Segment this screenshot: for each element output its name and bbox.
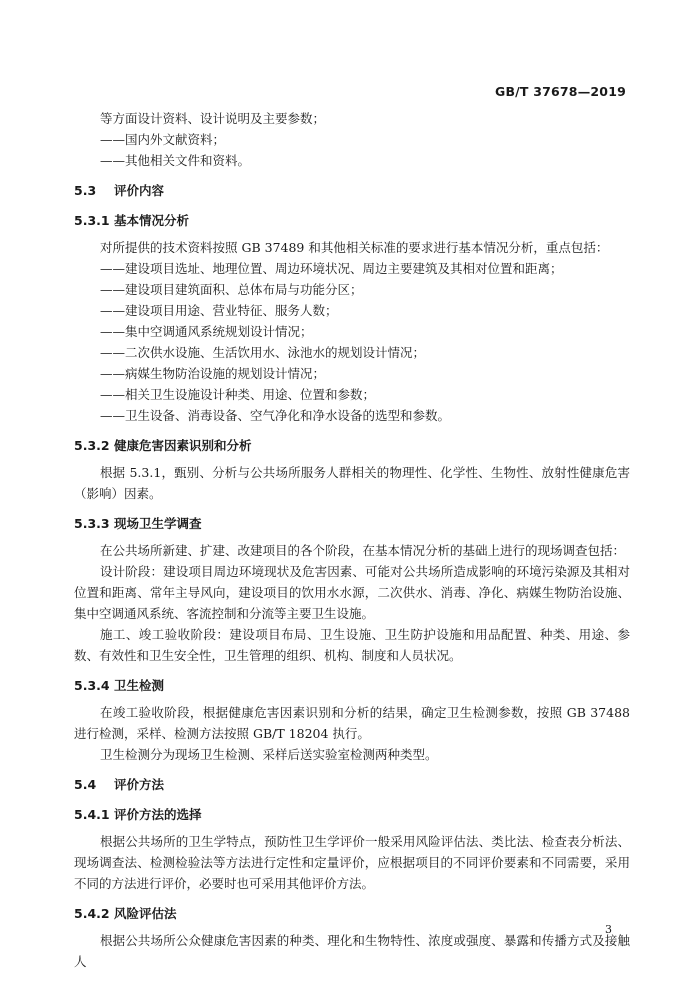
paragraph: 在公共场所新建、扩建、改建项目的各个阶段，在基本情况分析的基础上进行的现场调查包括： xyxy=(100,543,626,558)
section-number: 5.3.2 xyxy=(74,438,110,453)
paragraph: 设计阶段：建设项目周边环境现状及危害因素、可能对公共场所造成影响的环境污染源及其相对位置和距离、常年主导风向，建设项目的饮用水水源，二次供水、消毒、净化、病媒生物防治设施、集中空调通风系统、客流控制和分流等主要卫生设施。 xyxy=(74,564,630,621)
section-title: 卫生检测 xyxy=(114,678,165,693)
paragraph: 在竣工验收阶段，根据健康危害因素识别和分析的结果，确定卫生检测参数，按照 GB 37488 进行检测，采样、检测方法按照 GB/T 18204 执行。 xyxy=(74,705,630,741)
section-title: 评价方法 xyxy=(114,777,165,792)
section-heading xyxy=(74,903,630,924)
list-item: ——二次供水设施、生活饮用水、泳池水的规划设计情况； xyxy=(100,345,426,360)
section-number: 5.3.4 xyxy=(74,678,110,693)
section-number: 5.4.2 xyxy=(74,906,110,921)
list-item: ——病媒生物防治设施的规划设计情况； xyxy=(100,366,326,381)
list-item: ——建设项目选址、地理位置、周边环境状况、周边主要建筑及其相对位置和距离； xyxy=(100,261,563,276)
paragraph: 施工、竣工验收阶段：建设项目布局、卫生设施、卫生防护设施和用品配置、种类、用途、参数、有效性和卫生安全性，卫生管理的组织、机构、制度和人员状况。 xyxy=(74,627,630,663)
section-number: 5.3.3 xyxy=(74,516,110,531)
section-heading xyxy=(74,804,630,825)
paragraph: 根据公共场所的卫生学特点，预防性卫生学评价一般采用风险评估法、类比法、检查表分析法、现场调查法、检测检验法等方法进行定性和定量评价，应根据项目的不同评价要素和不同需要，采用不同的方法进行评价，必要时也可采用其他评价方法。 xyxy=(74,834,630,891)
section-title: 现场卫生学调查 xyxy=(114,516,202,531)
list-item: ——建设项目建筑面积、总体布局与功能分区； xyxy=(100,282,363,297)
standard-code: GB/T 37678—2019 xyxy=(494,84,626,99)
document-body xyxy=(74,108,630,972)
list-item: ——建设项目用途、营业特征、服务人数； xyxy=(100,303,338,318)
paragraph: 根据 5.3.1，甄别、分析与公共场所服务人群相关的物理性、化学性、生物性、放射性健康危害（影响）因素。 xyxy=(74,465,630,501)
paragraph: 对所提供的技术资料按照 GB 37489 和其他相关标准的要求进行基本情况分析，重点包括： xyxy=(100,240,609,255)
section-heading xyxy=(74,774,630,795)
section-number: 5.4 xyxy=(74,777,97,792)
paragraph: 根据公共场所公众健康危害因素的种类、理化和生物特性、浓度或强度、暴露和传播方式及接触人 xyxy=(74,933,630,969)
section-number: 5.3 xyxy=(74,183,97,198)
section-title: 健康危害因素识别和分析 xyxy=(114,438,252,453)
section-title: 评价内容 xyxy=(114,183,165,198)
list-item: ——相关卫生设施设计种类、用途、位置和参数； xyxy=(100,387,376,402)
paragraph: 等方面设计资料、设计说明及主要参数； xyxy=(100,111,326,126)
section-title: 基本情况分析 xyxy=(114,213,190,228)
section-heading xyxy=(74,675,630,696)
section-heading xyxy=(74,210,630,231)
list-item: ——其他相关文件和资料。 xyxy=(100,153,251,168)
section-number: 5.3.1 xyxy=(74,213,110,228)
section-heading xyxy=(74,180,630,201)
section-title: 评价方法的选择 xyxy=(114,807,202,822)
section-title: 风险评估法 xyxy=(114,906,177,921)
section-heading xyxy=(74,435,630,456)
section-number: 5.4.1 xyxy=(74,807,110,822)
paragraph: 卫生检测分为现场卫生检测、采样后送实验室检测两种类型。 xyxy=(100,747,438,762)
section-heading xyxy=(74,513,630,534)
list-item: ——国内外文献资料； xyxy=(100,132,226,147)
page-number: 3 xyxy=(605,923,612,936)
list-item: ——集中空调通风系统规划设计情况； xyxy=(100,324,313,339)
list-item: ——卫生设备、消毒设备、空气净化和净水设备的选型和参数。 xyxy=(100,408,451,423)
